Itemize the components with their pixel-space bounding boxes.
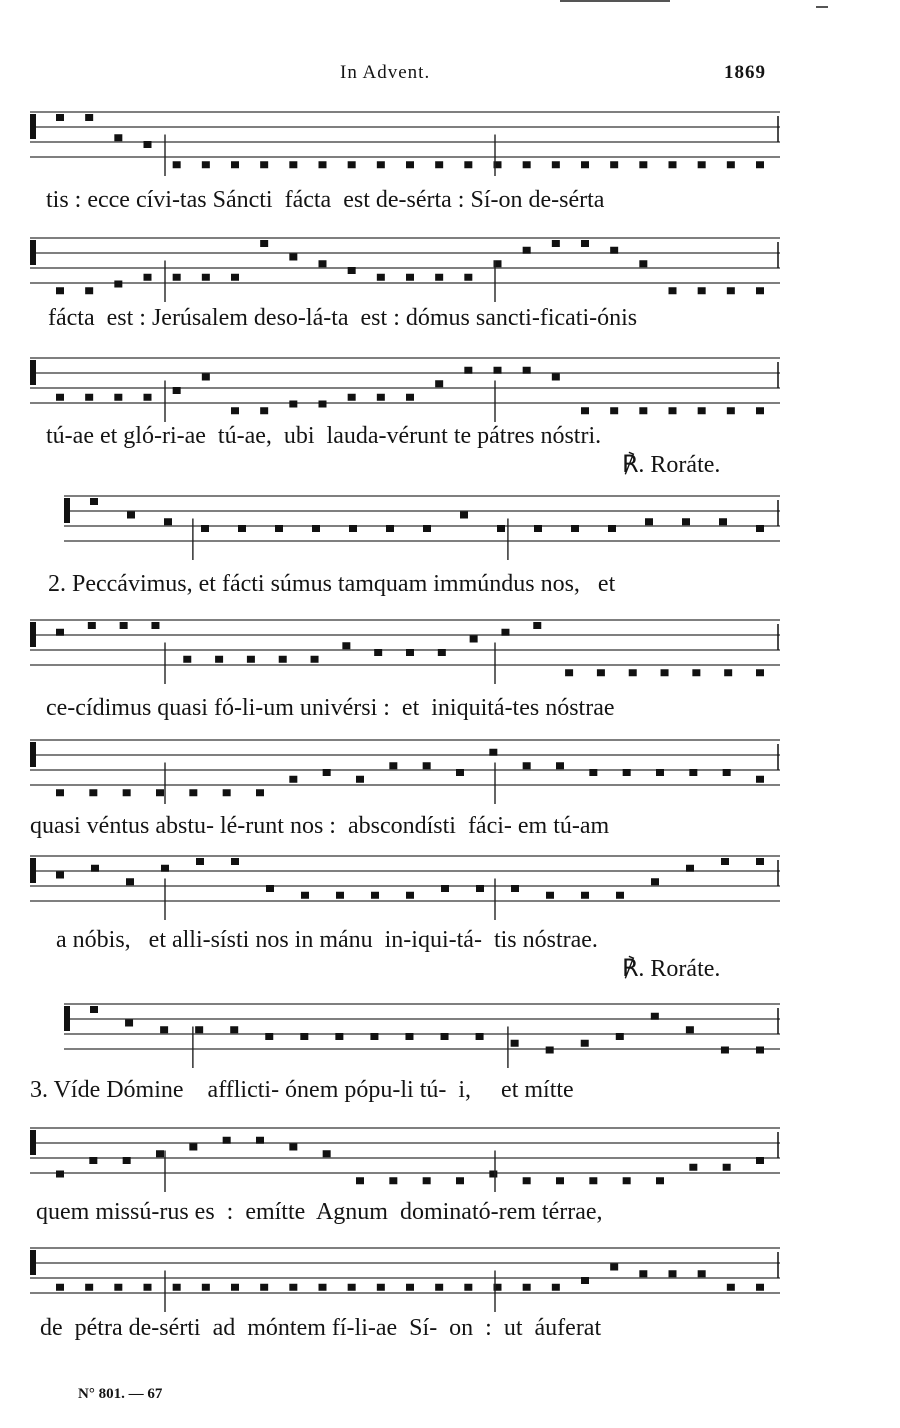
neume-square	[727, 287, 735, 294]
chant-staff	[0, 1242, 900, 1322]
neume-square	[319, 260, 327, 267]
neume-square	[656, 1177, 664, 1184]
response-cue: ℟. Roráte.	[622, 452, 721, 478]
neume-square	[441, 1033, 449, 1040]
neume-square	[639, 1270, 647, 1277]
neume-square	[552, 240, 560, 247]
c-clef-icon	[30, 360, 36, 385]
neume-square	[546, 892, 554, 899]
neume-square	[301, 892, 309, 899]
neume-square	[698, 287, 706, 294]
neume-square	[120, 622, 128, 629]
neume-square	[464, 274, 472, 281]
neume-square	[651, 1013, 659, 1020]
chant-staff	[0, 614, 900, 694]
neume-square	[721, 858, 729, 865]
neume-square	[435, 380, 443, 387]
neume-square	[127, 512, 135, 519]
lyric-line: 3. Víde Dómine afflicti- ónem pópu-li tú- i, et mítte	[30, 1077, 574, 1103]
response-cue: ℟. Roráte.	[622, 956, 721, 982]
neume-square	[89, 1157, 97, 1164]
lyric-line: quasi véntus abstu- lé-runt nos : abscondísti fáci- em tú-am	[30, 813, 610, 839]
chant-staff	[0, 490, 900, 570]
neume-square	[256, 789, 264, 796]
neume-square	[201, 525, 209, 532]
lyric-line: tis : ecce cívi-tas Sáncti fácta est de-sérta : Sí-on de-sérta	[46, 187, 605, 213]
neume-square	[348, 1284, 356, 1291]
neume-square	[300, 1033, 308, 1040]
neume-square	[608, 525, 616, 532]
neume-square	[173, 274, 181, 281]
neume-square	[260, 1284, 268, 1291]
neume-square	[470, 636, 478, 643]
lyric-line: 2. Peccávimus, et fácti súmus tamquam immúndus nos, et	[48, 571, 616, 597]
neume-square	[523, 1177, 531, 1184]
neume-square	[126, 878, 134, 885]
scan-edge-mark	[816, 6, 828, 8]
neume-square	[406, 274, 414, 281]
neume-square	[202, 161, 210, 168]
neume-square	[195, 1026, 203, 1033]
neume-square	[494, 367, 502, 374]
neume-square	[689, 769, 697, 776]
c-clef-icon	[64, 498, 70, 523]
neume-square	[645, 518, 653, 525]
chant-staff	[0, 734, 900, 814]
neume-square	[476, 885, 484, 892]
neume-square	[464, 1284, 472, 1291]
neume-square	[405, 1033, 413, 1040]
neume-square	[202, 374, 210, 381]
neume-square	[231, 161, 239, 168]
neume-square	[756, 1157, 764, 1164]
neume-square	[435, 274, 443, 281]
neume-square	[610, 1264, 618, 1271]
neume-square	[377, 161, 385, 168]
neume-square	[723, 769, 731, 776]
c-clef-icon	[30, 858, 36, 883]
neume-square	[669, 287, 677, 294]
neume-square	[756, 669, 764, 676]
neume-square	[114, 281, 122, 288]
neume-square	[173, 387, 181, 394]
neume-square	[56, 114, 64, 121]
neume-square	[370, 1033, 378, 1040]
neume-square	[727, 407, 735, 414]
neume-square	[441, 885, 449, 892]
neume-square	[523, 762, 531, 769]
neume-square	[581, 240, 589, 247]
neume-square	[312, 525, 320, 532]
neume-square	[114, 134, 122, 141]
neume-square	[91, 865, 99, 872]
neume-square	[371, 892, 379, 899]
neume-square	[161, 865, 169, 872]
neume-square	[616, 1033, 624, 1040]
neume-square	[189, 1144, 197, 1151]
neume-square	[85, 1284, 93, 1291]
lyric-line: ce-cídimus quasi fó-li-um univérsi : et iniquitá-tes nóstrae	[46, 695, 615, 721]
neume-square	[279, 656, 287, 663]
neume-square	[386, 525, 394, 532]
neume-square	[511, 1040, 519, 1047]
neume-square	[189, 789, 197, 796]
neume-square	[460, 512, 468, 519]
chant-staff	[0, 850, 900, 930]
neume-square	[589, 1177, 597, 1184]
neume-square	[756, 858, 764, 865]
neume-square	[202, 1284, 210, 1291]
neume-square	[552, 161, 560, 168]
neume-square	[727, 161, 735, 168]
neume-square	[406, 394, 414, 401]
neume-square	[406, 649, 414, 656]
neume-square	[230, 1026, 238, 1033]
neume-square	[756, 776, 764, 783]
neume-square	[656, 769, 664, 776]
neume-square	[556, 762, 564, 769]
neume-square	[289, 776, 297, 783]
neume-square	[756, 161, 764, 168]
neume-square	[144, 1284, 152, 1291]
neume-square	[89, 789, 97, 796]
neume-square	[88, 622, 96, 629]
neume-square	[719, 518, 727, 525]
neume-square	[144, 274, 152, 281]
neume-square	[231, 858, 239, 865]
neume-square	[581, 892, 589, 899]
neume-square	[348, 161, 356, 168]
neume-square	[247, 656, 255, 663]
neume-square	[319, 1284, 327, 1291]
neume-square	[565, 669, 573, 676]
neume-square	[756, 1047, 764, 1054]
running-title: In Advent.	[340, 62, 431, 83]
lyric-line: de pétra de-sérti ad móntem fí-li-ae Sí- on : ut áuferat	[40, 1315, 602, 1341]
neume-square	[723, 1164, 731, 1171]
neume-square	[173, 1284, 181, 1291]
neume-square	[669, 1270, 677, 1277]
neume-square	[639, 161, 647, 168]
neume-square	[546, 1047, 554, 1054]
neume-square	[523, 247, 531, 254]
neume-square	[265, 1033, 273, 1040]
neume-square	[669, 407, 677, 414]
neume-square	[323, 769, 331, 776]
neume-square	[289, 1144, 297, 1151]
neume-square	[90, 498, 98, 505]
neume-square	[289, 401, 297, 408]
neume-square	[389, 1177, 397, 1184]
c-clef-icon	[30, 1250, 36, 1275]
neume-square	[756, 407, 764, 414]
neume-square	[623, 769, 631, 776]
neume-square	[56, 394, 64, 401]
neume-square	[581, 407, 589, 414]
neume-square	[289, 161, 297, 168]
neume-square	[56, 287, 64, 294]
page-number: 1869	[724, 62, 766, 83]
neume-square	[581, 1277, 589, 1284]
neume-square	[85, 114, 93, 121]
scan-edge-mark	[560, 0, 670, 2]
neume-square	[661, 669, 669, 676]
neume-square	[319, 161, 327, 168]
neume-square	[125, 1020, 133, 1027]
neume-square	[356, 776, 364, 783]
neume-square	[260, 161, 268, 168]
chant-staff	[0, 232, 900, 312]
neume-square	[260, 240, 268, 247]
neume-square	[721, 1047, 729, 1054]
neume-square	[724, 669, 732, 676]
neume-square	[114, 1284, 122, 1291]
neume-square	[610, 407, 618, 414]
neume-square	[323, 1150, 331, 1157]
neume-square	[275, 525, 283, 532]
neume-square	[377, 274, 385, 281]
c-clef-icon	[30, 114, 36, 139]
neume-square	[196, 858, 204, 865]
neume-square	[692, 669, 700, 676]
neume-square	[523, 1284, 531, 1291]
neume-square	[336, 892, 344, 899]
neume-square	[669, 161, 677, 168]
chant-staff	[0, 106, 900, 186]
neume-square	[260, 407, 268, 414]
neume-square	[610, 247, 618, 254]
neume-square	[90, 1006, 98, 1013]
neume-square	[389, 762, 397, 769]
neume-square	[534, 525, 542, 532]
neume-square	[289, 254, 297, 261]
neume-square	[223, 789, 231, 796]
neume-square	[123, 789, 131, 796]
neume-square	[597, 669, 605, 676]
neume-square	[406, 892, 414, 899]
neume-square	[238, 525, 246, 532]
c-clef-icon	[30, 742, 36, 767]
neume-square	[589, 769, 597, 776]
neume-square	[311, 656, 319, 663]
neume-square	[231, 1284, 239, 1291]
neume-square	[215, 656, 223, 663]
footer-code: N° 801. — 67	[78, 1386, 163, 1402]
neume-square	[356, 1177, 364, 1184]
c-clef-icon	[30, 1130, 36, 1155]
neume-square	[173, 161, 181, 168]
neume-square	[85, 394, 93, 401]
neume-square	[756, 287, 764, 294]
neume-square	[319, 401, 327, 408]
lyric-line: tú-ae et gló-ri-ae tú-ae, ubi lauda-vérunt te pátres nóstri.	[46, 423, 602, 449]
neume-square	[476, 1033, 484, 1040]
neume-square	[438, 649, 446, 656]
neume-square	[523, 367, 531, 374]
neume-square	[623, 1177, 631, 1184]
neume-square	[435, 161, 443, 168]
neume-square	[423, 762, 431, 769]
c-clef-icon	[30, 240, 36, 265]
neume-square	[464, 161, 472, 168]
neume-square	[56, 1284, 64, 1291]
neume-square	[289, 1284, 297, 1291]
neume-square	[489, 749, 497, 756]
neume-square	[581, 1040, 589, 1047]
c-clef-icon	[30, 622, 36, 647]
neume-square	[435, 1284, 443, 1291]
neume-square	[348, 267, 356, 274]
neume-square	[423, 525, 431, 532]
neume-square	[123, 1157, 131, 1164]
chant-staff	[0, 352, 900, 432]
neume-square	[56, 629, 64, 636]
neume-square	[511, 885, 519, 892]
neume-square	[464, 367, 472, 374]
neume-square	[256, 1137, 264, 1144]
neume-square	[156, 1150, 164, 1157]
neume-square	[56, 1171, 64, 1178]
neume-square	[686, 1026, 694, 1033]
neume-square	[727, 1284, 735, 1291]
chant-staff	[0, 998, 900, 1078]
neume-square	[698, 407, 706, 414]
neume-square	[556, 1177, 564, 1184]
neume-square	[682, 518, 690, 525]
chant-staff	[0, 1122, 900, 1202]
neume-square	[581, 161, 589, 168]
neume-square	[571, 525, 579, 532]
lyric-line: fácta est : Jerúsalem deso-lá-ta est : dómus sancti-ficati-ónis	[48, 305, 638, 331]
neume-square	[342, 642, 350, 649]
neume-square	[456, 1177, 464, 1184]
neume-square	[231, 274, 239, 281]
neume-square	[756, 525, 764, 532]
neume-square	[533, 622, 541, 629]
neume-square	[231, 407, 239, 414]
neume-square	[406, 1284, 414, 1291]
neume-square	[348, 394, 356, 401]
neume-square	[489, 1171, 497, 1178]
c-clef-icon	[64, 1006, 70, 1031]
neume-square	[651, 878, 659, 885]
neume-square	[501, 629, 509, 636]
neume-square	[374, 649, 382, 656]
neume-square	[223, 1137, 231, 1144]
neume-square	[629, 669, 637, 676]
neume-square	[202, 274, 210, 281]
lyric-line: a nóbis, et alli-sísti nos in mánu in-iqui-tá- tis nóstrae.	[56, 927, 598, 953]
neume-square	[114, 394, 122, 401]
neume-square	[639, 260, 647, 267]
neume-square	[406, 161, 414, 168]
neume-square	[686, 865, 694, 872]
neume-square	[156, 789, 164, 796]
neume-square	[164, 518, 172, 525]
neume-square	[552, 1284, 560, 1291]
neume-square	[698, 161, 706, 168]
neume-square	[85, 287, 93, 294]
neume-square	[756, 1284, 764, 1291]
neume-square	[698, 1270, 706, 1277]
neume-square	[639, 407, 647, 414]
neume-square	[423, 1177, 431, 1184]
neume-square	[56, 789, 64, 796]
neume-square	[349, 525, 357, 532]
neume-square	[56, 872, 64, 879]
neume-square	[497, 525, 505, 532]
neume-square	[377, 394, 385, 401]
neume-square	[552, 374, 560, 381]
lyric-line: quem missú-rus es : emítte Agnum dominató-rem térrae,	[36, 1199, 603, 1225]
neume-square	[689, 1164, 697, 1171]
neume-square	[183, 656, 191, 663]
neume-square	[266, 885, 274, 892]
neume-square	[335, 1033, 343, 1040]
neume-square	[160, 1026, 168, 1033]
neume-square	[151, 622, 159, 629]
neume-square	[144, 394, 152, 401]
neume-square	[377, 1284, 385, 1291]
neume-square	[610, 161, 618, 168]
neume-square	[144, 141, 152, 148]
neume-square	[456, 769, 464, 776]
neume-square	[523, 161, 531, 168]
neume-square	[616, 892, 624, 899]
